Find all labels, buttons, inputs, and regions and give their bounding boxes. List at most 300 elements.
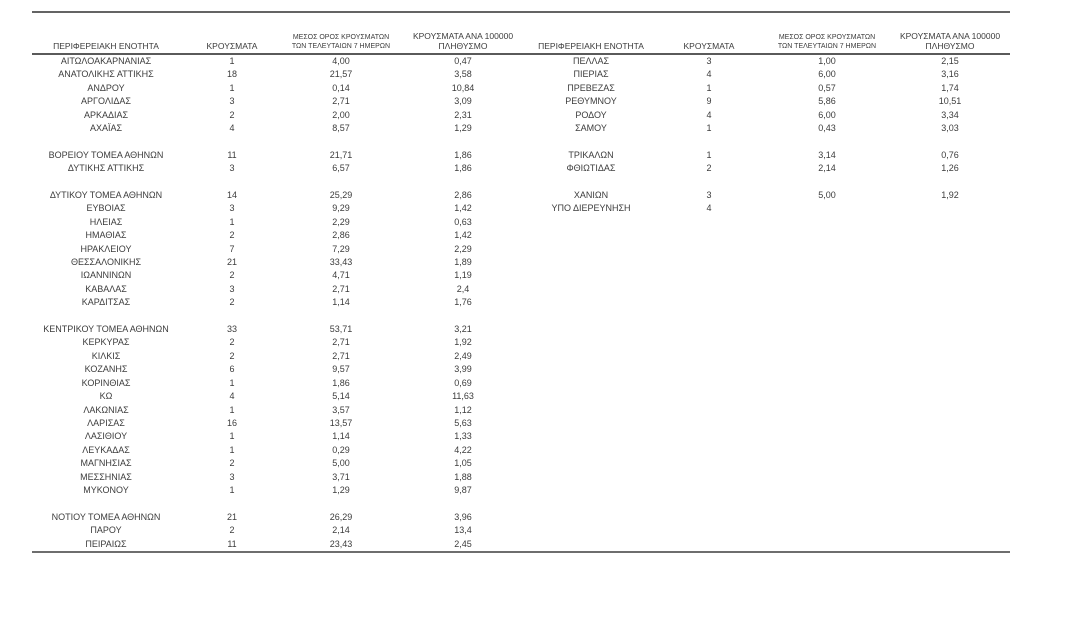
cell-cases-left: 4	[229, 123, 235, 134]
table-row	[32, 95, 1010, 108]
cell-cases-right	[654, 390, 764, 403]
cell-per100k-right	[890, 176, 1010, 189]
cell-avg7-right	[764, 350, 890, 363]
cell-avg7-left: 2,71	[332, 337, 350, 348]
cell-cases-left: 2	[229, 109, 235, 120]
cell-avg7-right	[764, 363, 890, 376]
cell-avg7-left: 26,29	[329, 511, 353, 522]
table-row	[32, 350, 1010, 363]
table-row	[32, 189, 1010, 202]
table-row	[32, 229, 1010, 242]
table-row	[32, 471, 1010, 484]
cell-avg7-right	[764, 229, 890, 242]
cell-avg7-left: 2,14	[332, 525, 350, 536]
cell-per100k-left: 2,29	[454, 243, 472, 254]
cell-per100k-right	[890, 323, 1010, 336]
cell-cases-left: 3	[229, 163, 235, 174]
cell-region-right	[528, 283, 654, 296]
cell-cases-right: 3	[706, 190, 712, 201]
cell-per100k-left: 3,58	[454, 69, 472, 80]
cell-per100k-right	[890, 296, 1010, 309]
cell-avg7-left: 2,29	[332, 216, 350, 227]
cell-cases-left: 2	[229, 525, 235, 536]
cell-avg7-right	[764, 336, 890, 349]
cell-cases-right	[654, 350, 764, 363]
cell-per100k-right	[890, 404, 1010, 417]
cell-per100k-right	[890, 135, 1010, 148]
cell-region-right: ΠΙΕΡΙΑΣ	[573, 69, 609, 80]
cell-avg7-left: 5,14	[332, 391, 350, 402]
cell-region-right: ΤΡΙΚΑΛΩΝ	[568, 149, 614, 160]
cell-region-right	[528, 511, 654, 524]
table-row	[32, 323, 1010, 336]
cell-cases-right: 1	[706, 82, 712, 93]
cell-region-left: ΑΝΑΤΟΛΙΚΗΣ ΑΤΤΙΚΗΣ	[58, 69, 154, 80]
cell-per100k-left	[398, 135, 528, 148]
cell-region-left: ΔΥΤΙΚΟΥ ΤΟΜΕΑ ΑΘΗΝΩΝ	[49, 190, 163, 201]
cell-region-left: ΑΡΓΟΛΙΔΑΣ	[81, 96, 131, 107]
cell-region-left: ΠΕΙΡΑΙΩΣ	[32, 538, 180, 552]
cell-region-left: ΚΟΖΑΝΗΣ	[84, 364, 128, 375]
cell-avg7-left: 13,57	[329, 417, 353, 428]
cell-per100k-left	[398, 497, 528, 510]
cell-avg7-left: 2,71	[332, 96, 350, 107]
cell-region-left: ΙΩΑΝΝΙΝΩΝ	[80, 270, 132, 281]
cell-cases-right	[654, 484, 764, 497]
cell-avg7-left: 4,00	[332, 56, 350, 66]
cell-cases-left	[180, 310, 284, 323]
cell-region-left: ΚΑΒΑΛΑΣ	[85, 283, 127, 294]
cell-per100k-left: 1,92	[454, 337, 472, 348]
cell-per100k-left: 13,4	[454, 525, 472, 536]
cell-cases-left: 1	[229, 82, 235, 93]
cell-region-left: ΔΥΤΙΚΗΣ ΑΤΤΙΚΗΣ	[67, 163, 145, 174]
cell-per100k-left: 1,19	[454, 270, 472, 281]
table-row	[32, 296, 1010, 309]
header-label-line1: ΚΡΟΥΣΜΑΤΑ ΑΝΑ 100000	[412, 31, 514, 41]
cell-cases-left: 2	[229, 337, 235, 348]
column-header-avg7-right	[764, 12, 890, 54]
cell-cases-left	[180, 135, 284, 148]
cell-cases-left	[180, 497, 284, 510]
cell-per100k-right: 3,34	[941, 109, 959, 120]
cell-avg7-left: 2,71	[332, 350, 350, 361]
column-header-region-right	[528, 12, 654, 54]
cell-cases-left: 3	[229, 203, 235, 214]
cell-region-right	[528, 377, 654, 390]
cell-avg7-right	[764, 390, 890, 403]
cell-avg7-right	[764, 296, 890, 309]
cell-per100k-left: 1,88	[454, 471, 472, 482]
table-row	[32, 336, 1010, 349]
cell-per100k-left: 1,42	[454, 230, 472, 241]
cell-per100k-left	[398, 310, 528, 323]
column-header-per100k-left	[398, 12, 528, 54]
cell-cases-right	[654, 336, 764, 349]
cell-region-left: ΜΑΓΝΗΣΙΑΣ	[80, 458, 132, 469]
cell-cases-left: 21	[226, 257, 237, 268]
cell-cases-right	[654, 229, 764, 242]
cell-cases-left: 3	[229, 283, 235, 294]
regional-cases-table	[32, 11, 1010, 553]
cell-region-left: ΗΜΑΘΙΑΣ	[85, 230, 127, 241]
cell-avg7-left: 1,14	[332, 431, 350, 442]
cell-region-left: ΒΟΡΕΙΟΥ ΤΟΜΕΑ ΑΘΗΝΩΝ	[48, 149, 164, 160]
header-label: ΠΕΡΙΦΕΡΕΙΑΚΗ ΕΝΟΤΗΤΑ	[53, 41, 159, 51]
cell-per100k-left: 1,76	[454, 297, 472, 308]
cell-per100k-right	[890, 457, 1010, 470]
cell-region-right	[528, 417, 654, 430]
cell-per100k-right	[890, 430, 1010, 443]
cell-region-right	[528, 404, 654, 417]
cell-avg7-left: 2,86	[332, 230, 350, 241]
cell-avg7-left: 0,14	[332, 82, 350, 93]
cell-cases-right	[654, 243, 764, 256]
cell-per100k-left: 2,4	[456, 283, 470, 294]
cell-avg7-left: 2,71	[332, 283, 350, 294]
cell-region-left: ΑΙΤΩΛΟΑΚΑΡΝΑΝΙΑΣ	[60, 56, 152, 66]
cell-avg7-left: 33,43	[329, 257, 353, 268]
cell-avg7-left: 0,29	[332, 444, 350, 455]
cell-cases-right	[654, 296, 764, 309]
cell-cases-right	[654, 471, 764, 484]
cell-per100k-right	[890, 497, 1010, 510]
cell-avg7-right	[764, 216, 890, 229]
cell-per100k-right	[890, 511, 1010, 524]
cell-region-left: ΜΕΣΣΗΝΙΑΣ	[80, 471, 132, 482]
cell-per100k-right: 10,51	[938, 96, 962, 107]
cell-per100k-left: 1,86	[454, 163, 472, 174]
cell-region-right	[528, 296, 654, 309]
cell-cases-left: 18	[226, 69, 237, 80]
cell-region-left: ΚΕΝΤΡΙΚΟΥ ΤΟΜΕΑ ΑΘΗΝΩΝ	[43, 324, 169, 335]
cell-per100k-right	[890, 216, 1010, 229]
cell-cases-right	[654, 176, 764, 189]
cell-region-right	[528, 430, 654, 443]
cell-region-left: ΚΩ	[99, 391, 113, 402]
header-label: ΚΡΟΥΣΜΑΤΑ	[683, 41, 735, 51]
cell-avg7-right	[764, 457, 890, 470]
cell-avg7-right	[764, 202, 890, 215]
cell-region-right	[528, 323, 654, 336]
cell-region-right	[528, 350, 654, 363]
cell-region-left: ΛΑΣΙΘΙΟΥ	[84, 431, 128, 442]
cell-region-left: ΑΡΚΑΔΙΑΣ	[83, 109, 129, 120]
cell-per100k-left: 4,22	[454, 444, 472, 455]
cell-per100k-right: 2,15	[941, 56, 959, 66]
cell-avg7-left: 3,71	[332, 471, 350, 482]
cell-per100k-left: 2,45	[398, 538, 528, 552]
cell-region-right: ΡΕΘΥΜΝΟΥ	[565, 96, 617, 107]
cell-cases-right: 4	[706, 203, 712, 214]
cell-avg7-left: 1,14	[332, 297, 350, 308]
cell-avg7-left: 2,00	[332, 109, 350, 120]
cell-cases-right	[654, 430, 764, 443]
cell-avg7-right	[764, 176, 890, 189]
cell-avg7-left: 1,29	[332, 484, 350, 495]
cell-cases-left: 16	[226, 417, 237, 428]
cell-avg7-left: 25,29	[329, 190, 353, 201]
table-row	[32, 417, 1010, 430]
column-header-region-left	[32, 12, 180, 54]
cell-region-left: ΑΝΔΡΟΥ	[87, 82, 125, 93]
cell-per100k-left: 9,87	[454, 484, 472, 495]
cell-avg7-left: 5,00	[332, 458, 350, 469]
cell-cases-right	[654, 283, 764, 296]
cell-per100k-left: 3,09	[454, 96, 472, 107]
cell-avg7-right	[764, 323, 890, 336]
cell-cases-left: 1	[229, 484, 235, 495]
cell-region-right	[528, 135, 654, 148]
cell-per100k-right	[890, 484, 1010, 497]
table-row	[32, 216, 1010, 229]
cell-avg7-right: 5,00	[818, 190, 836, 201]
cell-per100k-right	[890, 256, 1010, 269]
cell-cases-left: 1	[229, 377, 235, 388]
cell-cases-right	[654, 404, 764, 417]
table-row	[32, 54, 1010, 68]
cell-region-right: ΠΕΛΛΑΣ	[572, 56, 610, 66]
cell-avg7-left: 7,29	[332, 243, 350, 254]
cell-avg7-right: 0,43	[818, 123, 836, 134]
cell-cases-left: 11	[180, 538, 284, 552]
cell-region-right	[528, 390, 654, 403]
cell-region-right	[528, 269, 654, 282]
cell-region-right	[528, 538, 654, 552]
cell-cases-left: 2	[229, 297, 235, 308]
cell-region-right	[528, 524, 654, 537]
cell-cases-left: 1	[229, 216, 235, 227]
cell-per100k-right: 3,16	[941, 69, 959, 80]
header-label-line1: ΜΕΣΟΣ ΟΡΟΣ ΚΡΟΥΣΜΑΤΩΝ	[292, 34, 390, 41]
cell-cases-left: 11	[227, 149, 237, 160]
table-row-blank	[32, 135, 1010, 148]
cell-cases-right: 3	[706, 56, 712, 66]
cell-region-right	[528, 444, 654, 457]
cell-region-right	[528, 336, 654, 349]
cell-region-right	[528, 243, 654, 256]
cell-region-left	[32, 497, 180, 510]
cell-cases-left: 6	[229, 364, 235, 375]
cell-per100k-right	[890, 538, 1010, 552]
cell-cases-right	[654, 444, 764, 457]
cell-avg7-right	[764, 524, 890, 537]
cell-cases-left: 3	[229, 471, 235, 482]
cell-per100k-right	[890, 363, 1010, 376]
cell-cases-right	[654, 538, 764, 552]
cell-avg7-left	[284, 497, 398, 510]
cell-avg7-right	[764, 377, 890, 390]
cell-avg7-left: 21,57	[329, 69, 353, 80]
table-row	[32, 524, 1010, 537]
cell-region-right	[528, 310, 654, 323]
cell-per100k-left: 2,49	[454, 350, 472, 361]
cell-avg7-left: 8,57	[332, 123, 350, 134]
cell-region-right: ΣΑΜΟΥ	[575, 123, 607, 134]
table-row	[32, 82, 1010, 95]
cell-region-right	[528, 216, 654, 229]
cell-cases-left: 2	[229, 230, 235, 241]
cell-avg7-right: 6,00	[818, 69, 836, 80]
cell-avg7-right	[764, 417, 890, 430]
cell-avg7-left: 6,57	[332, 163, 350, 174]
cell-avg7-left	[284, 176, 398, 189]
cell-per100k-left: 1,29	[454, 123, 472, 134]
cell-avg7-right	[764, 404, 890, 417]
cell-avg7-right	[764, 135, 890, 148]
cell-per100k-right: 1,26	[941, 163, 959, 174]
cell-avg7-right	[764, 283, 890, 296]
table-row	[32, 538, 1010, 552]
cell-per100k-left: 10,84	[451, 82, 475, 93]
cell-avg7-right	[764, 256, 890, 269]
cell-region-left	[32, 135, 180, 148]
cell-per100k-left: 1,05	[454, 458, 472, 469]
cell-avg7-right	[764, 269, 890, 282]
cell-cases-right: 9	[706, 96, 712, 107]
cell-region-left: ΠΑΡΟΥ	[90, 525, 122, 536]
header-label: ΚΡΟΥΣΜΑΤΑ	[206, 41, 258, 51]
cell-cases-right	[654, 377, 764, 390]
cell-per100k-right	[890, 390, 1010, 403]
cell-cases-left: 1	[229, 56, 235, 66]
cell-per100k-left: 2,86	[454, 190, 472, 201]
table-row	[32, 149, 1010, 162]
cell-avg7-left: 23,43	[284, 538, 398, 552]
cell-region-right	[528, 497, 654, 510]
cell-cases-right	[654, 417, 764, 430]
cell-avg7-right: 5,86	[818, 96, 836, 107]
table-row	[32, 122, 1010, 135]
table-row	[32, 68, 1010, 81]
table-row-blank	[32, 310, 1010, 323]
cell-region-left: ΕΥΒΟΙΑΣ	[86, 203, 126, 214]
cell-cases-right	[654, 511, 764, 524]
cell-region-right: ΥΠΟ ΔΙΕΡΕΥΝΗΣΗ	[551, 203, 631, 214]
cell-per100k-right	[890, 350, 1010, 363]
table-body	[32, 54, 1010, 552]
cell-per100k-right	[890, 243, 1010, 256]
cell-per100k-right	[890, 471, 1010, 484]
cell-per100k-left: 1,33	[454, 431, 472, 442]
cell-per100k-left: 0,69	[454, 377, 472, 388]
cell-per100k-right	[890, 283, 1010, 296]
cell-cases-left: 33	[226, 324, 237, 335]
cell-avg7-left: 9,57	[332, 364, 350, 375]
cell-per100k-right	[890, 336, 1010, 349]
table-row-blank	[32, 497, 1010, 510]
cell-cases-right: 4	[706, 69, 712, 80]
cell-cases-right	[654, 269, 764, 282]
table-row	[32, 363, 1010, 376]
cell-cases-left: 2	[229, 350, 235, 361]
cell-per100k-left: 3,21	[454, 324, 472, 335]
cell-cases-left	[180, 176, 284, 189]
cell-avg7-right	[764, 538, 890, 552]
table-row	[32, 444, 1010, 457]
cell-region-left: ΑΧΑΪΑΣ	[89, 123, 123, 134]
cell-avg7-right	[764, 310, 890, 323]
cell-cases-right	[654, 323, 764, 336]
cell-region-right	[528, 176, 654, 189]
cell-avg7-left: 53,71	[329, 324, 353, 335]
cell-region-left: ΛΕΥΚΑΔΑΣ	[82, 444, 130, 455]
cell-per100k-right	[890, 202, 1010, 215]
cell-region-right: ΡΟΔΟΥ	[575, 109, 607, 120]
cell-region-left: ΗΛΕΙΑΣ	[89, 216, 123, 227]
cell-avg7-right	[764, 471, 890, 484]
cell-cases-right: 1	[706, 123, 712, 134]
cell-cases-left: 3	[229, 96, 235, 107]
cell-avg7-right: 2,14	[818, 163, 836, 174]
cell-region-left: ΘΕΣΣΑΛΟΝΙΚΗΣ	[70, 257, 142, 268]
cell-region-left: ΚΑΡΔΙΤΣΑΣ	[81, 297, 131, 308]
table-row	[32, 484, 1010, 497]
cell-cases-right	[654, 497, 764, 510]
cell-cases-right: 4	[706, 109, 712, 120]
cell-per100k-left	[398, 176, 528, 189]
cell-per100k-right	[890, 377, 1010, 390]
cell-avg7-right	[764, 511, 890, 524]
header-label-line2: ΠΛΗΘΥΣΜΟ	[438, 41, 488, 51]
cell-per100k-left: 1,89	[454, 257, 472, 268]
cell-per100k-left: 11,63	[452, 391, 474, 402]
cell-cases-left: 14	[226, 190, 237, 201]
cell-avg7-right: 0,57	[818, 82, 836, 93]
cell-region-right: ΦΘΙΩΤΙΔΑΣ	[566, 163, 616, 174]
cell-avg7-right	[764, 484, 890, 497]
column-header-cases-left	[180, 12, 284, 54]
cell-avg7-right: 3,14	[818, 149, 836, 160]
header-label-line1: ΚΡΟΥΣΜΑΤΑ ΑΝΑ 100000	[899, 31, 1001, 41]
table-row	[32, 162, 1010, 175]
cell-per100k-left: 2,31	[454, 109, 472, 120]
cell-cases-right	[654, 216, 764, 229]
table-row	[32, 256, 1010, 269]
table-row	[32, 390, 1010, 403]
cell-per100k-right	[890, 417, 1010, 430]
cell-region-right: ΠΡΕΒΕΖΑΣ	[567, 82, 615, 93]
cell-cases-left: 7	[229, 243, 235, 254]
cell-cases-right	[654, 457, 764, 470]
cell-per100k-left: 0,63	[454, 216, 472, 227]
cell-region-right	[528, 363, 654, 376]
cell-per100k-left: 1,42	[454, 203, 472, 214]
cell-avg7-right: 1,00	[818, 56, 836, 66]
cell-region-right	[528, 229, 654, 242]
cell-cases-right	[654, 363, 764, 376]
cell-region-left	[32, 310, 180, 323]
table-row	[32, 269, 1010, 282]
cell-region-left: ΗΡΑΚΛΕΙΟΥ	[80, 243, 132, 254]
cell-avg7-right	[764, 430, 890, 443]
cell-per100k-right: 1,92	[941, 190, 959, 201]
cell-per100k-left: 3,96	[454, 511, 472, 522]
table-row	[32, 430, 1010, 443]
cell-per100k-left: 1,12	[454, 404, 472, 415]
cell-avg7-left: 1,86	[332, 377, 350, 388]
cell-per100k-left: 1,86	[454, 149, 472, 160]
cell-per100k-right	[890, 524, 1010, 537]
cell-cases-right	[654, 524, 764, 537]
table-row	[32, 377, 1010, 390]
cell-region-left: ΝΟΤΙΟΥ ΤΟΜΕΑ ΑΘΗΝΩΝ	[51, 511, 161, 522]
table-row	[32, 457, 1010, 470]
column-header-avg7-left	[284, 12, 398, 54]
cell-avg7-left	[284, 310, 398, 323]
column-header-cases-right	[654, 12, 764, 54]
cell-region-left: ΚΙΛΚΙΣ	[91, 350, 121, 361]
